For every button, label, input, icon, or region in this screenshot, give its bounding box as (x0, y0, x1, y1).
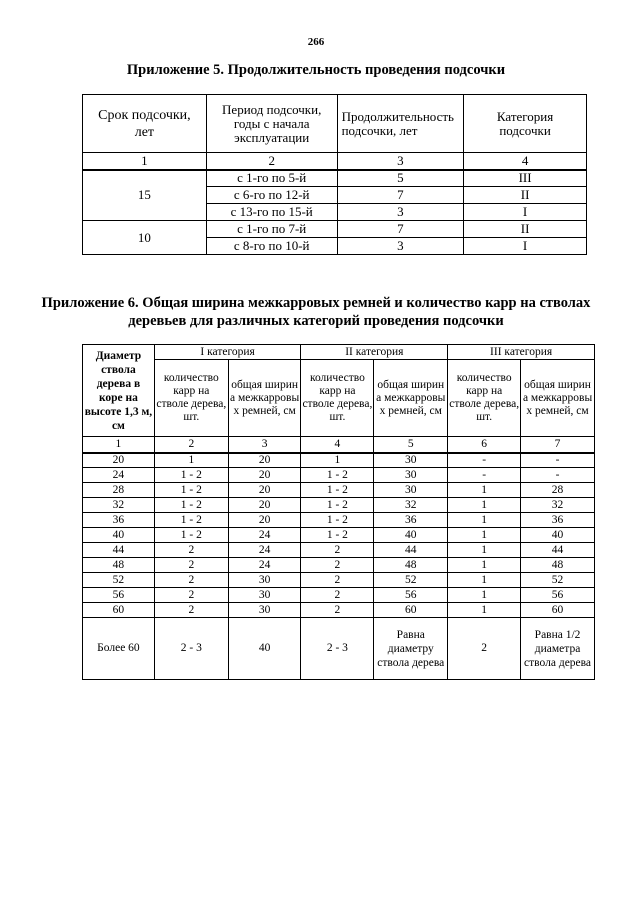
t6-cell: 1 - 2 (301, 498, 374, 513)
t6-cell: 2 - 3 (154, 618, 228, 680)
t5-col-number: 4 (464, 153, 587, 170)
t6-cell: 44 (374, 543, 448, 558)
table-row (83, 453, 595, 468)
t6-col-number: 5 (374, 437, 448, 453)
t6-header-category-1: I категория (154, 345, 301, 360)
t5-duration-cell: 7 (337, 187, 464, 204)
t6-cell: - (448, 468, 521, 483)
t6-cell: 28 (521, 483, 595, 498)
t6-cell: 20 (228, 498, 301, 513)
t6-cell: 2 (154, 603, 228, 618)
t5-category-cell: III (464, 170, 587, 187)
t5-duration-cell: 3 (337, 238, 464, 255)
t6-cell: Более 60 (83, 618, 155, 680)
t6-cell: - (521, 468, 595, 483)
t5-period-cell: с 13-го по 15-й (206, 204, 337, 221)
t6-cell: 20 (83, 453, 155, 468)
t6-cell: 2 (301, 588, 374, 603)
appendix6-title: Приложение 6. Общая ширина межкарровых ремней и количество карр на стволах деревьев для различных категорий проведения подсочки (41, 295, 591, 329)
t6-cell: 36 (83, 513, 155, 528)
t6-subheader-count: количество карр на стволе дерева, шт. (448, 360, 521, 437)
t6-cell: 20 (228, 483, 301, 498)
t6-cell: 30 (228, 588, 301, 603)
t6-header-category-2: II категория (301, 345, 448, 360)
t6-cell: 32 (83, 498, 155, 513)
appendix5-title: Приложение 5. Продолжительность проведения подсочки (126, 62, 506, 78)
appendix6-table (82, 344, 595, 680)
t6-cell: 40 (83, 528, 155, 543)
t5-category-cell: II (464, 221, 587, 238)
t6-cell: 2 (154, 558, 228, 573)
table-row (83, 498, 595, 513)
t6-cell: 1 - 2 (301, 528, 374, 543)
t6-cell: 56 (83, 588, 155, 603)
t6-cell: 24 (83, 468, 155, 483)
t6-cell: 48 (83, 558, 155, 573)
t5-duration-cell: 5 (337, 170, 464, 187)
t6-cell: Равна 1/2 диаметра ствола дерева (521, 618, 595, 680)
t6-cell: 1 (448, 558, 521, 573)
t6-subheader-width: общая ширина межкарровых ремней, см (374, 360, 448, 437)
t6-cell: 1 (448, 603, 521, 618)
t5-header-duration: Продолжительность подсочки, лет (337, 95, 464, 153)
t6-cell: 1 (448, 498, 521, 513)
table-row (83, 483, 595, 498)
t6-cell: 36 (374, 513, 448, 528)
t5-col-number: 1 (83, 153, 207, 170)
t6-cell: 2 (154, 588, 228, 603)
t5-category-cell: II (464, 187, 587, 204)
t6-col-number: 1 (83, 437, 155, 453)
t6-col-number: 2 (154, 437, 228, 453)
t6-cell: 1 - 2 (301, 468, 374, 483)
t6-cell: 48 (374, 558, 448, 573)
table-row (83, 558, 595, 573)
t6-cell: 40 (374, 528, 448, 543)
table-row (83, 528, 595, 543)
t6-cell: 30 (228, 573, 301, 588)
t6-cell: 56 (521, 588, 595, 603)
t5-period-cell: с 6-го по 12-й (206, 187, 337, 204)
t6-cell: 1 - 2 (154, 483, 228, 498)
t6-cell: 60 (521, 603, 595, 618)
t6-cell: 1 (448, 513, 521, 528)
t5-header-term: Срок подсочки, лет (83, 95, 207, 153)
t5-period-cell: с 1-го по 7-й (206, 221, 337, 238)
t5-category-cell: I (464, 204, 587, 221)
t6-cell: 60 (374, 603, 448, 618)
t6-cell: - (521, 453, 595, 468)
t6-cell: 60 (83, 603, 155, 618)
t6-cell: 1 - 2 (154, 513, 228, 528)
t6-cell: 1 (448, 573, 521, 588)
t6-cell: - (448, 453, 521, 468)
t6-cell: 2 (154, 573, 228, 588)
t6-cell: 1 (448, 588, 521, 603)
t6-subheader-count: количество карр на стволе дерева, шт. (301, 360, 374, 437)
t6-cell: 1 (448, 528, 521, 543)
t6-cell: 20 (228, 468, 301, 483)
t6-cell: 48 (521, 558, 595, 573)
t6-cell: 1 (154, 453, 228, 468)
t6-cell: 1 - 2 (301, 483, 374, 498)
t6-cell: 32 (374, 498, 448, 513)
t6-cell: 30 (374, 483, 448, 498)
t6-cell: 1 (448, 483, 521, 498)
t5-col-number: 3 (337, 153, 464, 170)
table-row (83, 588, 595, 603)
t5-period-cell: с 8-го по 10-й (206, 238, 337, 255)
t5-duration-cell: 7 (337, 221, 464, 238)
t6-col-number: 7 (521, 437, 595, 453)
t6-cell: 20 (228, 513, 301, 528)
t6-cell: 40 (228, 618, 301, 680)
t5-header-category: Категория подсочки (464, 95, 587, 153)
t6-col-number: 4 (301, 437, 374, 453)
t6-cell: 56 (374, 588, 448, 603)
t5-term-cell: 15 (83, 170, 207, 221)
t6-cell: 24 (228, 543, 301, 558)
t6-cell: 52 (374, 573, 448, 588)
t5-category-cell: I (464, 238, 587, 255)
t6-cell: 2 (301, 558, 374, 573)
appendix5-table (82, 94, 587, 255)
t6-cell: 2 - 3 (301, 618, 374, 680)
t5-header-period: Период подсочки, годы с начала эксплуатации (206, 95, 337, 153)
t5-duration-cell: 3 (337, 204, 464, 221)
t6-cell: 28 (83, 483, 155, 498)
t6-cell: 24 (228, 528, 301, 543)
t6-subheader-width: общая ширина межкарровых ремней, см (228, 360, 301, 437)
t6-cell: 1 - 2 (301, 513, 374, 528)
t5-col-number: 2 (206, 153, 337, 170)
t6-cell: 30 (374, 468, 448, 483)
t5-term-cell: 10 (83, 221, 207, 255)
t5-period-cell: с 1-го по 5-й (206, 170, 337, 187)
t6-subheader-count: количество карр на стволе дерева, шт. (154, 360, 228, 437)
t6-cell: 2 (301, 543, 374, 558)
t6-cell: 52 (521, 573, 595, 588)
t6-cell: 2 (301, 573, 374, 588)
t6-cell: 24 (228, 558, 301, 573)
t6-cell: 40 (521, 528, 595, 543)
t6-cell: 1 - 2 (154, 528, 228, 543)
table-row (83, 468, 595, 483)
t6-cell: 30 (228, 603, 301, 618)
t6-cell: 1 - 2 (154, 498, 228, 513)
page-number: 266 (307, 36, 325, 48)
t6-cell: 52 (83, 573, 155, 588)
t6-cell: 36 (521, 513, 595, 528)
t6-header-diameter: Диаметр ствола дерева в коре на высоте 1,3 м, см (83, 345, 155, 437)
t6-cell: 2 (154, 543, 228, 558)
t6-subheader-width: общая ширина межкарровых ремней, см (521, 360, 595, 437)
t6-cell: 20 (228, 453, 301, 468)
table-row (83, 543, 595, 558)
t6-header-category-3: III категория (448, 345, 595, 360)
t6-col-number: 3 (228, 437, 301, 453)
t6-cell: 1 (301, 453, 374, 468)
t6-body (83, 453, 595, 618)
t6-cell: 30 (374, 453, 448, 468)
t6-cell: 32 (521, 498, 595, 513)
table-row (83, 603, 595, 618)
table-row (83, 513, 595, 528)
t6-cell: 1 - 2 (154, 468, 228, 483)
t6-cell: 1 (448, 543, 521, 558)
t6-col-number: 6 (448, 437, 521, 453)
t6-cell: 2 (301, 603, 374, 618)
t6-cell: 2 (448, 618, 521, 680)
t6-cell: 44 (83, 543, 155, 558)
t6-cell: Равна диаметру ствола дерева (374, 618, 448, 680)
table-row (83, 573, 595, 588)
t6-cell: 44 (521, 543, 595, 558)
